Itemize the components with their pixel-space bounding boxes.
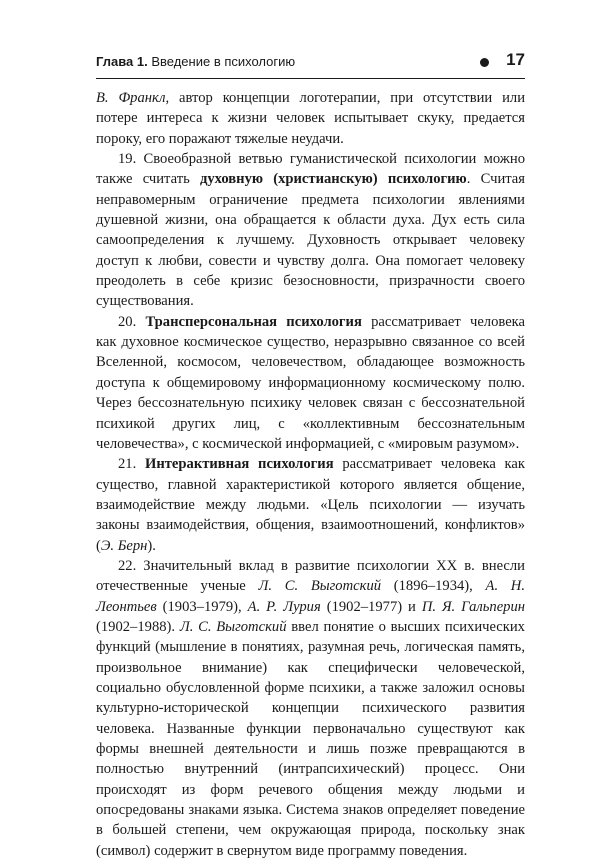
paragraph-text: (1902–1988). xyxy=(96,618,180,635)
author-name: А. Р. Лурия xyxy=(247,598,321,615)
author-name: Э. Берн xyxy=(100,537,148,554)
author-name: Л. С. Выготский xyxy=(179,618,287,635)
author-name: П. Я. Гальперин xyxy=(421,598,526,615)
chapter-number: Глава 1. xyxy=(96,54,148,69)
bullet-dot-icon xyxy=(480,58,489,67)
author-name: А. Н. Леонтьев xyxy=(96,578,525,615)
paragraph-text: 20. xyxy=(118,313,146,330)
paragraph-text: (1903–1979), xyxy=(156,598,248,615)
page-number: 17 xyxy=(506,50,525,69)
author-name: Л. С. Выготский xyxy=(258,578,382,595)
term-highlight: Интерактивная психология xyxy=(145,456,334,473)
paragraph-21 xyxy=(96,454,525,556)
paragraph-text: рассматривает человека как духовное космическое существо, неразрывно связанное со всей Вселенной, космосом, человечеством, обладающее возможность доступа к общемировому информационному космическому полю. Через бессознательную психику человек связан с бессознательной психикой других лиц, с «коллективным бессознательным человечества», с космической информацией, с «мировым разумом». xyxy=(96,313,526,452)
term-highlight: духовную (христианскую) психологию xyxy=(199,171,467,188)
paragraph-text: 19. Своеобразной ветвью гуманистической психологии можно также считать xyxy=(96,151,525,188)
paragraph-20 xyxy=(96,312,525,454)
paragraph-text: (1896–1934), xyxy=(381,578,486,595)
paragraph-text: 21. xyxy=(118,456,145,473)
paragraph-continuation xyxy=(96,88,525,149)
term-highlight: Трансперсональная психология xyxy=(145,313,362,330)
paragraph-22 xyxy=(96,556,525,861)
paragraph-text: , автор концепции логотерапии, при отсутствии или потере интереса к жизни человек испытывает скуку, предается пороку, его поражают тяжелые неудачи. xyxy=(96,90,526,147)
paragraph-text: рассматривает человека как существо, главной характеристикой которого является общение, взаимодействие между людьми. «Цель психологии — изучать законы взаимодействия, общения, взаимоотношений, конфликтов» ( xyxy=(96,456,525,554)
paragraph-19 xyxy=(96,149,525,312)
paragraph-text: (1902–1977) и xyxy=(320,598,422,615)
paragraph-text: . Считая неправомерным ограничение предмета психологии явлениями душевной жизни, она обращается к области духа. Дух есть сила самоопределения к лучшему. Духовность открывает человеку доступ к любви, совести и чувству долга. Она помогает человеку преодолеть в себе кризис безосновности, призрачности своего существования. xyxy=(96,171,525,310)
chapter-title: Введение в психологию xyxy=(151,54,296,69)
paragraph-text: ). xyxy=(147,537,156,554)
running-header xyxy=(96,50,525,79)
paragraph-text: 22. Значительный вклад в развитие психологии XX в. внесли отечественные ученые xyxy=(96,557,525,595)
page-body xyxy=(96,88,525,861)
author-name: В. Франкл xyxy=(96,90,166,106)
paragraph-text: ввел понятие о высших психических функций (мышление в понятиях, разумная речь, логическая память, произвольное внимание) как специфически человеческой, социально обусловленной форме психики, а также заложил основы культурно-исторической концепции психического развития человека. Названные функции первоначально существуют как формы внешней деятельности и лишь позже превращаются в полностью внутренний (интрапсихический) процесс. Они происходят из форм речевого общения между людьми и опосредованы знаками языка. Система знаков определяет поведение в большей степени, чем окружающая природа, поскольку знак (символ) содержит в свернутом виде программу поведения. xyxy=(96,618,525,859)
chapter-heading xyxy=(96,54,295,69)
